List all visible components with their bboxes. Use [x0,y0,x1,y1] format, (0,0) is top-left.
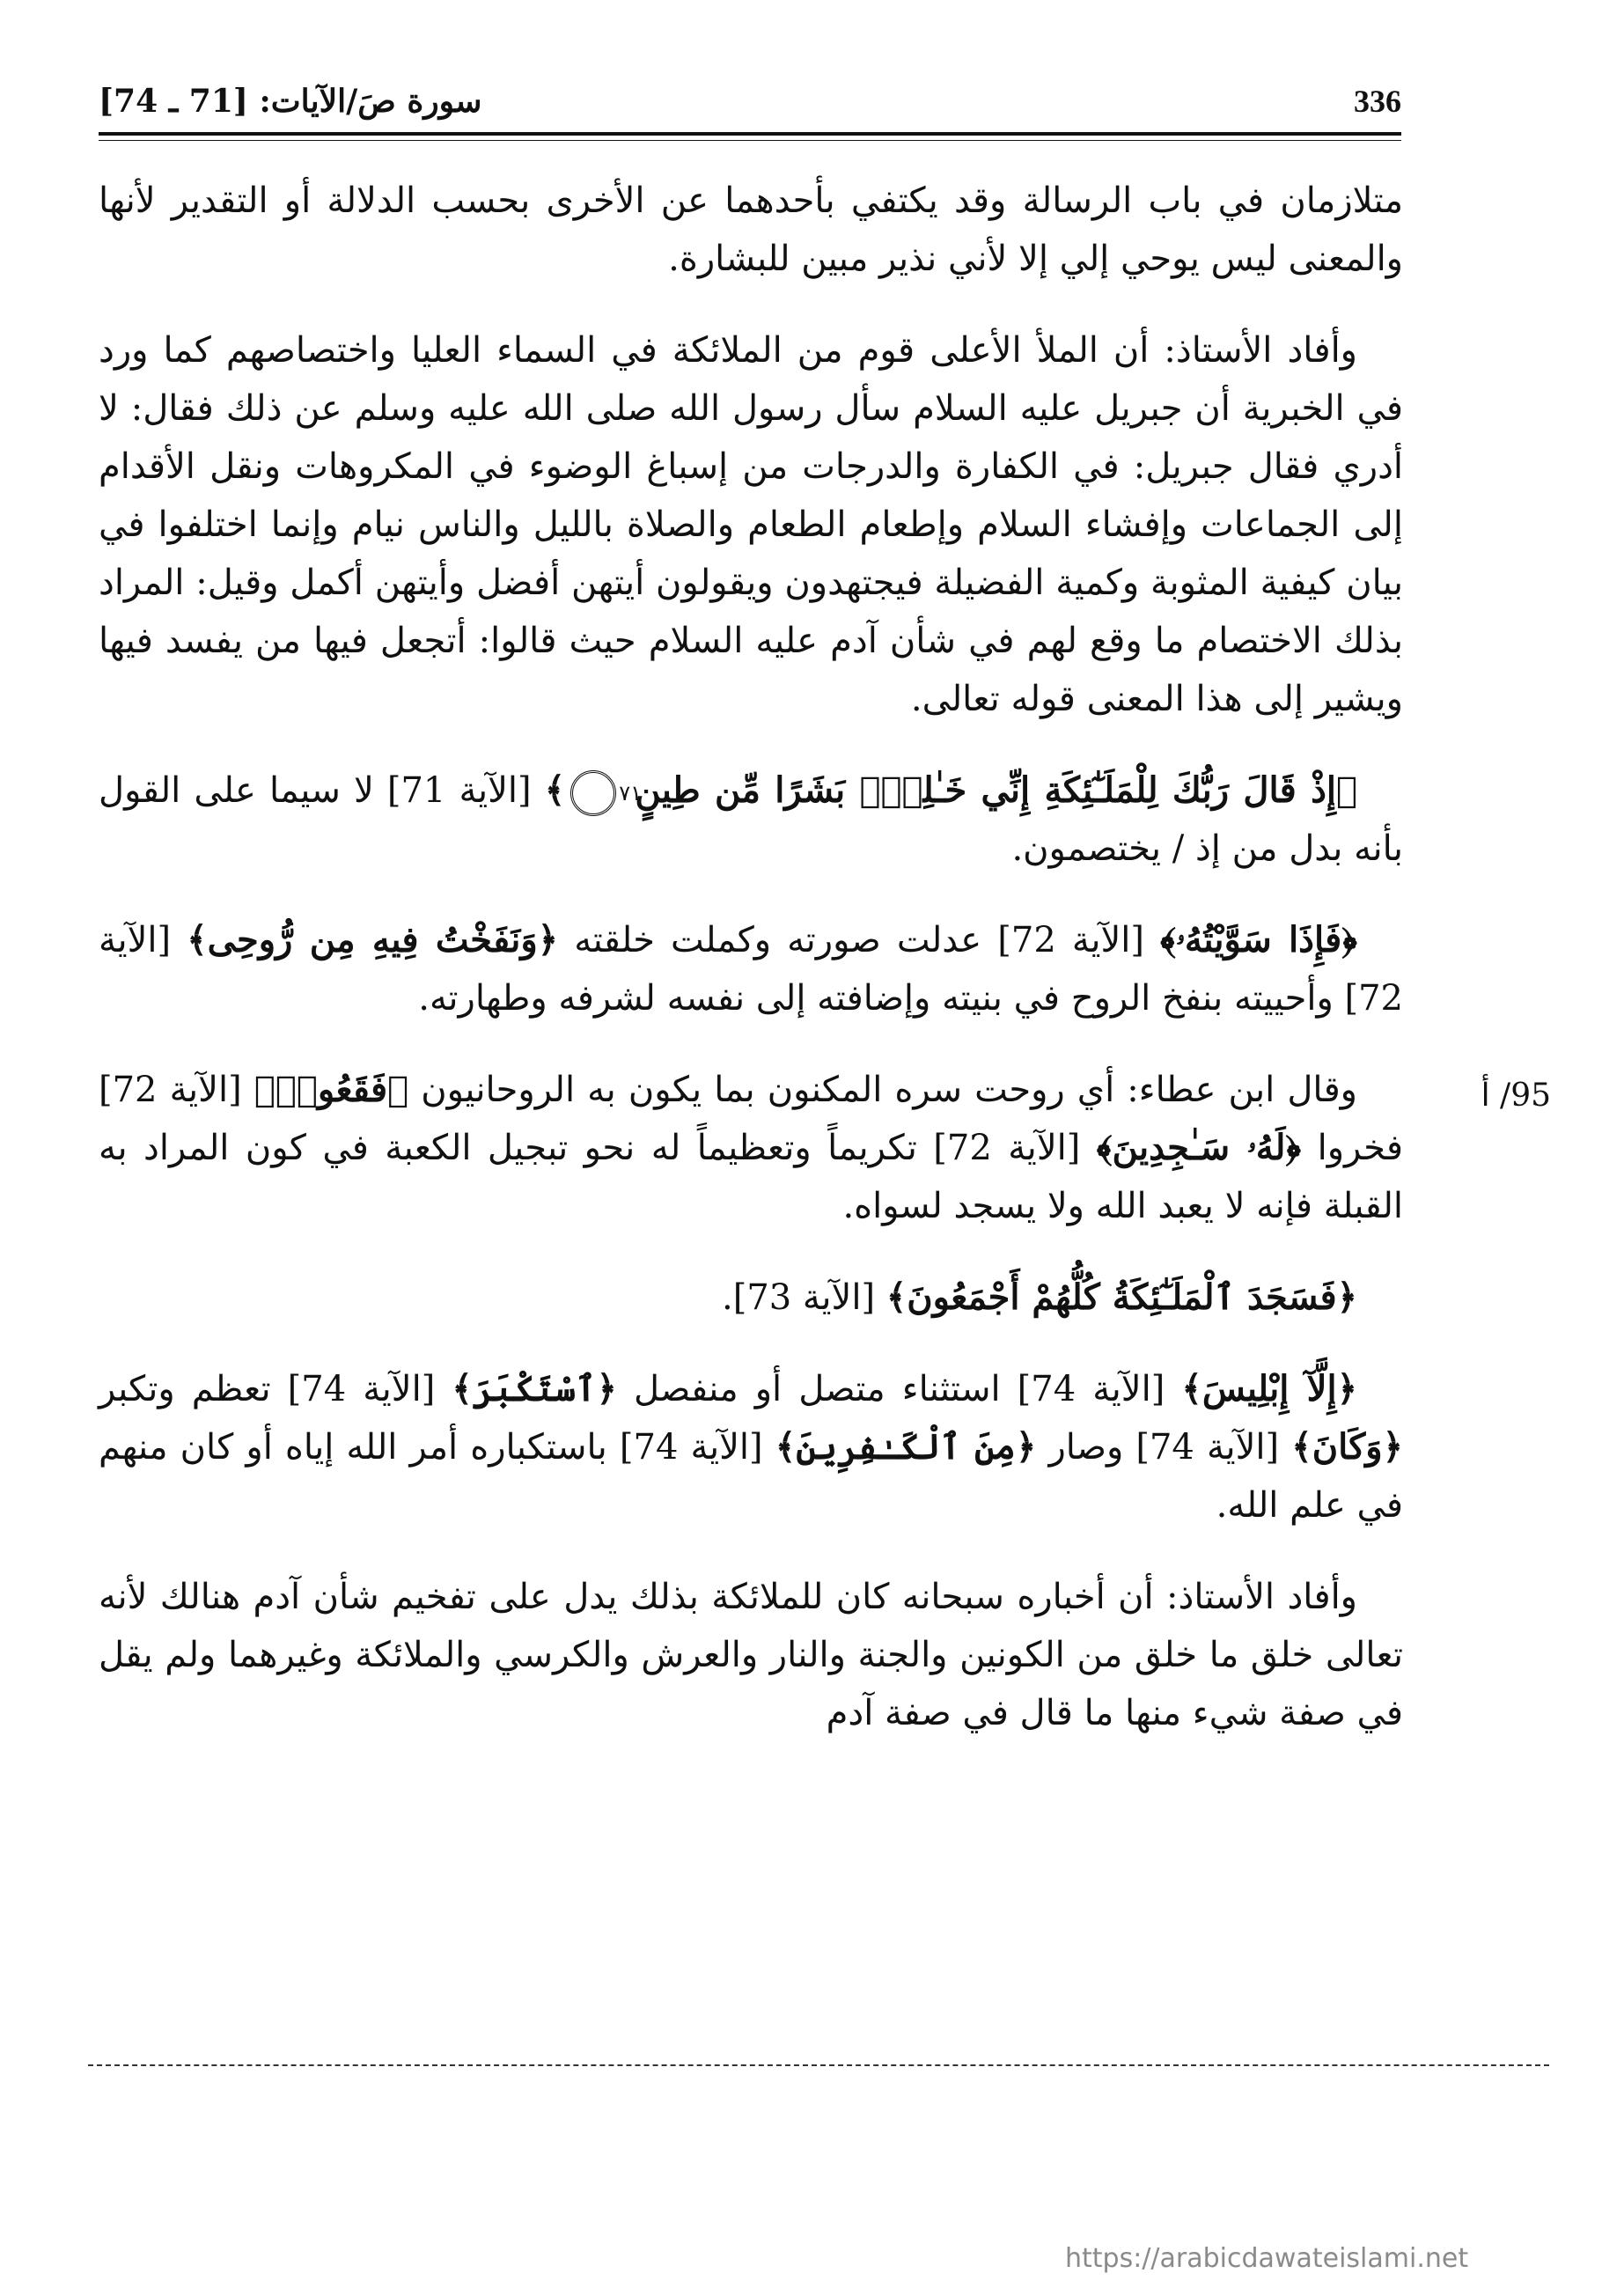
header-rule-thick [99,132,1401,136]
commentary-text: [الآية 74] استثناء متصل أو منفصل [633,1369,1165,1409]
commentary-text: [الآية 74] وصار [1048,1427,1280,1468]
quran-verse: ﴿وَكَانَ﴾ [1291,1426,1404,1468]
ayah-number-ornament: ٧١ [570,770,616,816]
paragraph-8: وأفاد الأستاذ: أن أخباره سبحانه كان للملائكة بذلك يدل على تفخيم شأن آدم هنالك لأنه تعالى خلق ما خلق من الكونين والجنة والنار والعرش والكرسي والملائكة وغيرهما ولم يقل في صفة شيء منها ما قال في صفة آدم [99,1577,1403,1733]
watermark: https://arabicdawateislami.net [1065,2243,1469,2274]
paragraph-2: وأفاد الأستاذ: أن الملأ الأعلى قوم من الملائكة في السماء العليا واختصاصهم كما ورد في الخبرية أن جبريل عليه السلام سأل رسول الله صلى الله عليه وسلم عن ذلك فقال: لا أدري فقال جبريل: في الكفارة والدرجات من إسباغ الوضوء في المكروهات ونقل الأقدام إلى الجماعات وإفشاء السلام وإطعام الطعام والصلاة بالليل والناس نيام وإنما اختلفوا في بيان كيفية المثوبة وكمية الفضيلة فيجتهدون ويقولون أيتهن أفضل وأيتهن أكمل وقيل: المراد بذلك الاختصام ما وقع لهم في شأن آدم عليه السلام حيث قالوا: أتجعل فيها من يفسد فيها ويشير إلى هذا المعنى قوله تعالى. [99,330,1403,719]
page-body [99,172,1403,1776]
header-rule-thin [99,140,1401,141]
paragraph-1: متلازمان في باب الرسالة وقد يكتفي بأحدهما عن الأخرى بحسب الدلالة أو التقدير لأنها والمعنى ليس يوحي إلي إلا لأني نذير مبين للبشارة. [99,180,1403,279]
quran-verse: ﴿وَنَفَخْتُ فِيهِ مِن رُّوحِى﴾ [187,919,559,960]
quran-verse: ﴿مِنَ ٱلْكَـٰفِرِينَ﴾ [775,1426,1037,1468]
page-number: 336 [1354,84,1401,119]
quran-verse: ﴿لَهُۥ سَـٰجِدِينَ﴾ [1096,1127,1302,1168]
commentary-text: [الآية 72] عدلت صورته وكملت خلقته [574,920,1145,960]
paragraph-6 [99,1269,1403,1327]
paragraph-3 [99,761,1403,878]
commentary-text: [الآية 74] باستكباره أمر الله إياه أو كان منهم في علم الله. [99,1427,1403,1526]
scan-dash-artifact [88,2064,1549,2066]
commentary-text: [الآية 72] وأحييته بنفخ الروح في بنيته وإضافته إلى نفسه لشرفه وطهارته. [99,920,1403,1019]
quran-verse: ﴿إِلَّآ إِبْلِيسَ﴾ [1181,1368,1358,1409]
commentary-text: [الآية 74] تعظم وتكبر [99,1369,436,1409]
quran-verse: ﴿فَقَعُوا۟﴾ [254,1069,409,1110]
paragraph-7 [99,1360,1403,1534]
paragraph-5 [99,1061,1403,1235]
commentary-text: [الآية 72] تكريماً وتعظيماً له نحو تبجيل الكعبة في كون المراد به القبلة فإنه لا يعبد الله ولا يسجد لسواه. [99,1128,1403,1226]
quran-verse: ﴿فَسَجَدَ ٱلْمَلَـٰٓئِكَةُ كُلُّهُمْ أَجْمَعُونَ﴾ [885,1276,1357,1318]
running-title: سورة صَ/الآيات: [71 ـ 74] [99,83,482,120]
quran-verse: ﴿ٱسْتَكْبَرَ﴾ [452,1368,617,1409]
verse-close-bracket: ﴾ [544,769,566,811]
paragraph-4 [99,911,1403,1027]
page-header [99,77,1401,127]
quran-verse: ﴿فَإِذَا سَوَّيْتُهُۥ﴾ [1160,919,1357,960]
quran-verse: ﴿إِذْ قَالَ رَبُّكَ لِلْمَلَـٰٓئِكَةِ إِنِّي خَـٰلِقُۢ بَشَرًا مِّن طِينٍ [635,769,1358,811]
commentary-text: [الآية 72] فخروا [99,1070,1404,1168]
commentary-text: وقال ابن عطاء: أي روحت سره المكنون بما يكون به الروحانيون [421,1070,1358,1110]
commentary-text: [الآية 73]. [721,1277,876,1318]
commentary-text: [الآية 71] لا سيما على القول بأنه بدل من إذ / يختصمون. [99,770,1403,869]
margin-folio-note: 95/ أ [1481,1078,1551,1114]
